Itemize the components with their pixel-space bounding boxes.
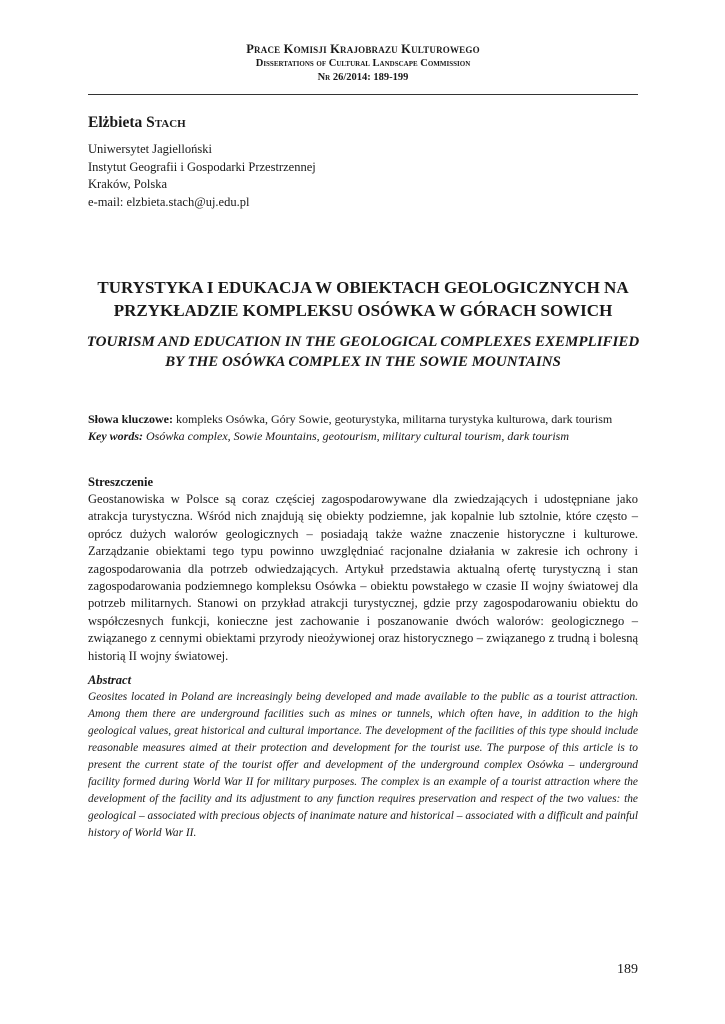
keywords-english-label: Key words:	[88, 428, 143, 443]
keywords-polish-text: kompleks Osówka, Góry Sowie, geoturystyka, militarna turystyka kulturowa, dark tourism	[176, 412, 613, 426]
abstract-text: Geosites located in Poland are increasingly being developed and made available to the public as a tourist attraction. Among them there are underground facilities such as mines or tunnels, which often have, in addition to the high geological values, great historical and cultural importance. The development of the facilities of this type should include reasonable measures aimed at their protection and development for the tourist use. The purpose of this article is to present the current state of the tourist offer and development of the underground complex Osówka – underground facility formed during World War II for military purposes. The complex is an example of a tourist attraction where the development of the facility and its adjustment to any function requires preservation and respect of the two values: the geological – associated with precious objects of inanimate nature and historical – associated with a difficult and painful history of World War II.	[88, 691, 638, 839]
journal-subtitle: Dissertations of Cultural Landscape Commission	[255, 58, 471, 69]
article-title-polish: TURYSTYKA I EDUKACJA W OBIEKTACH GEOLOGICZNYCH NA PRZYKŁADZIE KOMPLEKSU OSÓWKA W GÓRACH SOWICH	[97, 278, 629, 320]
summary-section	[88, 474, 638, 665]
keywords-polish	[88, 411, 638, 428]
affiliation-email: e-mail: elzbieta.stach@uj.edu.pl	[88, 194, 250, 209]
journal-issue: Nr 26/2014: 189-199	[317, 72, 409, 83]
author-name	[88, 113, 638, 133]
author-last-name: Stach	[146, 114, 186, 131]
author-block	[88, 113, 638, 211]
affiliation-location: Kraków, Polska	[88, 177, 168, 191]
keywords-polish-label: Słowa kluczowe:	[88, 412, 173, 426]
author-first-name: Elżbieta	[88, 114, 143, 131]
journal-title: Prace Komisji Krajobrazu Kulturowego	[246, 42, 480, 56]
article-title-english: TOURISM AND EDUCATION IN THE GEOLOGICAL COMPLEXES EXEMPLIFIED BY THE OSÓWKA COMPLEX IN THE SOWIE MOUNTAINS	[86, 334, 640, 370]
abstract-heading: Abstract	[88, 673, 132, 687]
page-number: 189	[617, 962, 638, 977]
keywords-english-text: Osówka complex, Sowie Mountains, geotourism, military cultural tourism, dark tourism	[146, 428, 569, 443]
affiliation-university: Uniwersytet Jagielloński	[88, 142, 212, 156]
abstract-section	[88, 672, 638, 842]
keywords-block	[88, 411, 638, 444]
affiliation-institute: Instytut Geografii i Gospodarki Przestrzennej	[88, 159, 316, 174]
header-divider	[88, 94, 638, 95]
summary-text: Geostanowiska w Polsce są coraz częściej zagospodarowywane dla zwiedzających i udostępniane jako atrakcja turystyczna. Wśród nich znajdują się obiekty podziemne, jak kopalnie lub sztolnie, które często – oprócz dużych walorów geologicznych – posiadają także ważne znaczenie historyczne i kulturowe. Zarządzanie obiektami tego typu powinno uwzględniać racjonalne działania w zakresie ich ochrony i zagospodarowania dla potrzeb odwiedzających. Artykuł przedstawia aktualną ofertę turystyczną i stan zagospodarowania podziemnego kompleksu Osówka – obiektu powstałego w czasie II wojny światowej dla potrzeb militarnych. Stanowi on przykład atrakcji turystycznej, gdzie przy zagospodarowaniu obiektu do współczesnych funkcji, konieczne jest zachowanie i poszanowanie dwóch walorów: geologicznego – związanego z cennymi obiektami przyrody nieożywionej oraz historycznego – związanego z trudną i bolesną historią II wojny światowej.	[88, 492, 638, 663]
title-block	[78, 277, 648, 372]
keywords-english	[88, 428, 638, 445]
journal-header	[88, 42, 638, 85]
summary-heading: Streszczenie	[88, 475, 154, 489]
